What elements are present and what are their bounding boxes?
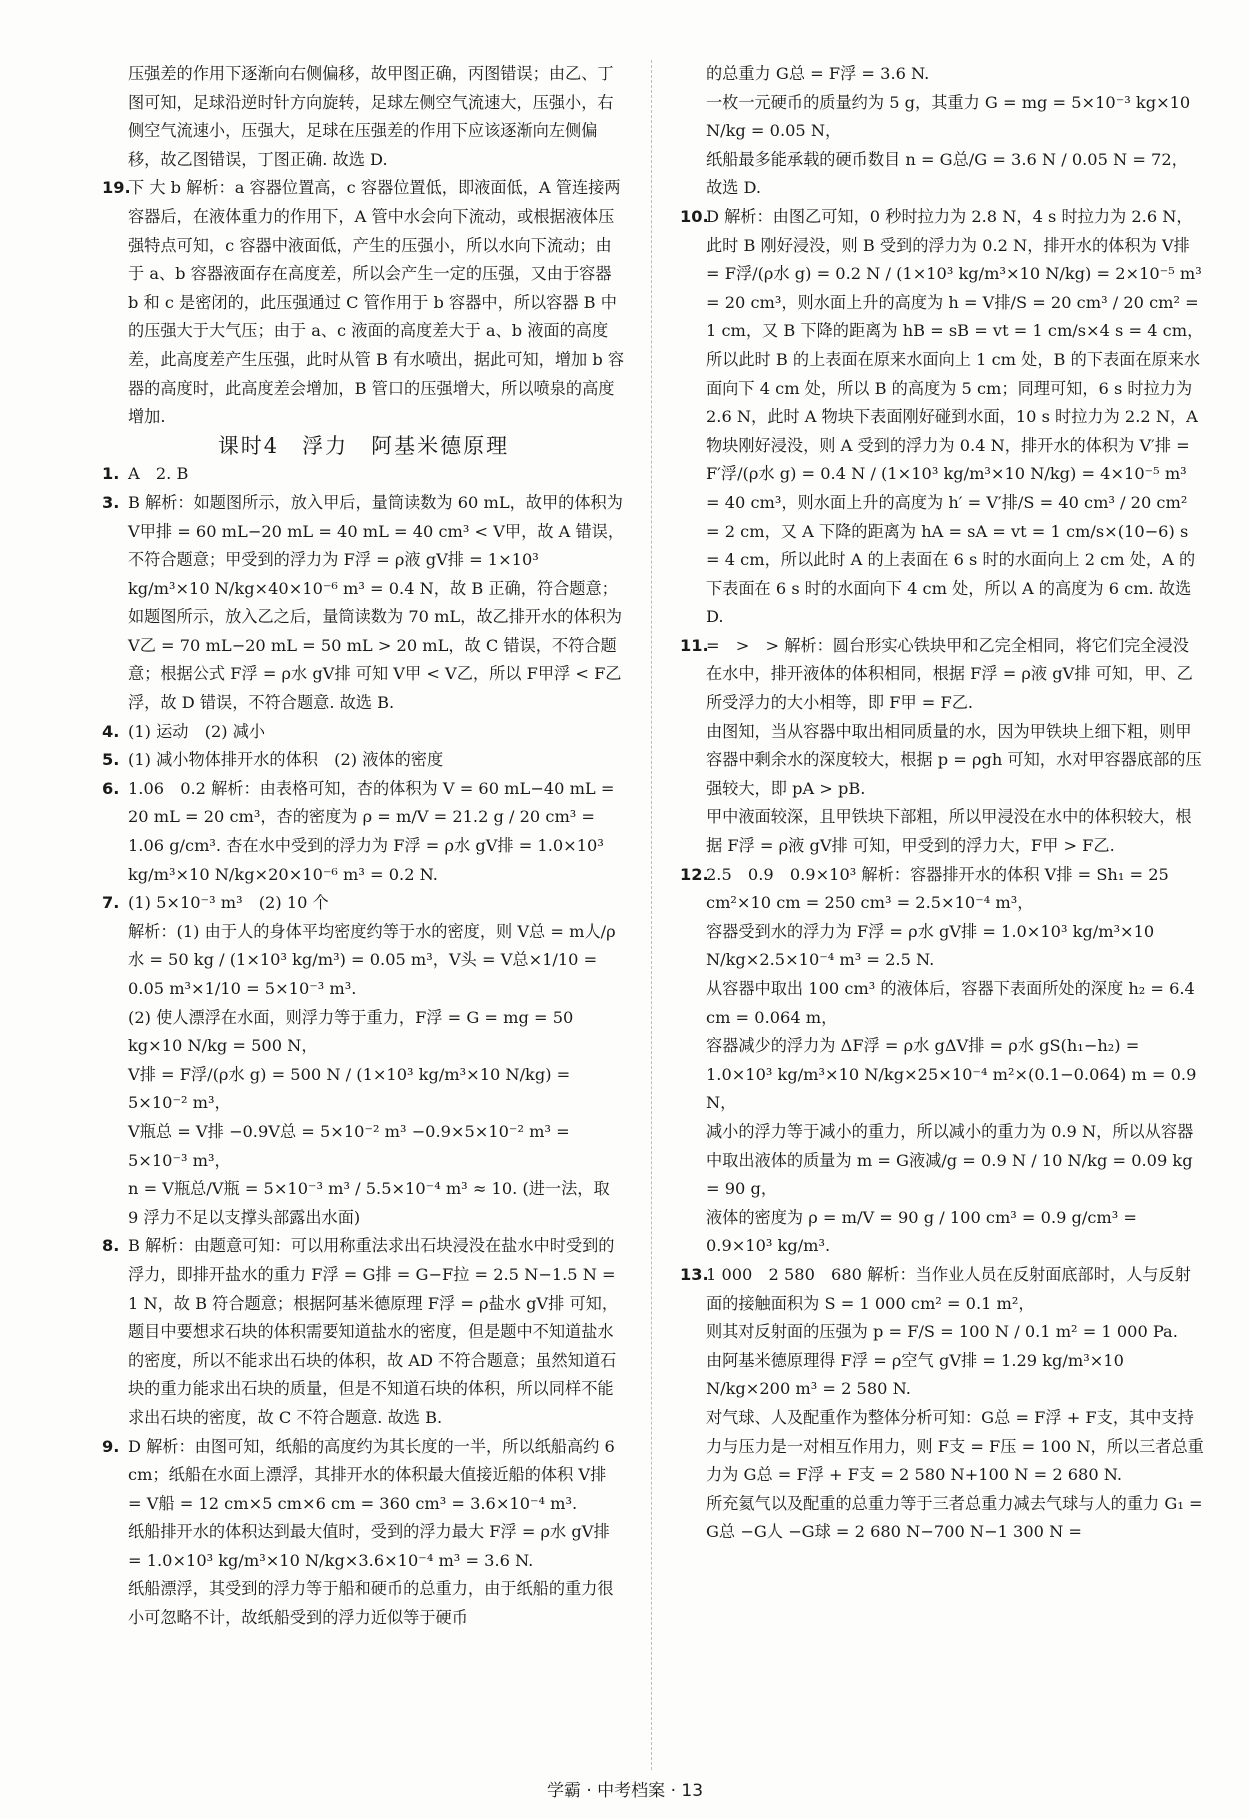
answer-item — [102, 718, 625, 747]
answer-item — [102, 746, 625, 775]
paragraph: 由图知，当从容器中取出相同质量的水，因为甲铁块上细下粗，则甲容器中剩余水的深度较大，根据 p = ρgh 可知，水对甲容器底部的压强较大，即 pA > pB. — [706, 721, 1202, 798]
paragraph: 纸船排开水的体积达到最大值时，受到的浮力最大 F浮 = ρ水 gV排 = 1.0×10³ kg/m³×10 N/kg×3.6×10⁻⁴ m³ = 3.6 N. — [128, 1522, 610, 1570]
item-number: 1. — [102, 464, 120, 484]
paragraph: 减小的浮力等于减小的重力，所以减小的重力为 0.9 N，所以从容器中取出液体的质量为 m = G液减/g = 0.9 N / 10 N/kg = 0.09 kg = 90 g， — [706, 1121, 1194, 1199]
item-text: (1) 5×10⁻³ m³ (2) 10 个 — [128, 893, 329, 913]
paragraph: 从容器中取出 100 cm³ 的液体后，容器下表面所处的深度 h₂ = 6.4 cm = 0.064 m， — [706, 979, 1195, 1027]
item-text: 1 000 2 580 680 解析：当作业人员在反射面底部时，人与反射面的接触面积为 S = 1 000 cm² = 0.1 m²， — [706, 1264, 1191, 1313]
paragraph: 一枚一元硬币的质量约为 5 g，其重力 G = mg = 5×10⁻³ kg×10 N/kg = 0.05 N， — [706, 92, 1191, 141]
answer-item — [102, 174, 625, 431]
item-text: (1) 运动 (2) 减小 — [128, 721, 266, 741]
paragraph: 容器受到水的浮力为 F浮 = ρ水 gV排 = 1.0×10³ kg/m³×10 N/kg×2.5×10⁻⁴ m³ = 2.5 N. — [706, 921, 1155, 970]
paragraph: 容器减少的浮力为 ΔF浮 = ρ水 gΔV排 = ρ水 gS(h₁−h₂) = 1.0×10³ kg/m³×10 N/kg×25×10⁻⁴ m²×(0.1−0.064) m = 0.9 N， — [706, 1036, 1197, 1113]
paragraph: 则其对反射面的压强为 p = F/S = 100 N / 0.1 m² = 1 000 Pa. — [706, 1322, 1178, 1342]
paragraph: 对气球、人及配重作为整体分析可知：G总 = F浮 + F支，其中支持力与压力是一对相互作用力，则 F支 = F压 = 100 N，所以三者总重力为 G总 = F浮 + F支 = 2 580 N+100 N = 2 680 N. — [706, 1407, 1204, 1485]
item-number: 5. — [102, 750, 120, 770]
paragraph: (2) 使人漂浮在水面，则浮力等于重力，F浮 = G = mg = 50 kg×10 N/kg = 500 N， — [128, 1007, 574, 1056]
answer-item — [102, 889, 625, 918]
answer-item — [680, 861, 1205, 918]
paragraph: 的总重力 G总 = F浮 = 3.6 N. — [706, 64, 930, 83]
answer-item — [102, 775, 625, 889]
paragraph: 解析：(1) 由于人的身体平均密度约等于水的密度，则 V总 = m人/ρ水 = 50 kg / (1×10³ kg/m³) = 0.05 m³，V头 = V总×1/10 = 0.05 m³×1/10 = 5×10⁻³ m³. — [128, 921, 616, 998]
item-number: 19. — [102, 178, 131, 198]
paragraph: 所充氦气以及配重的总重力等于三者总重力减去气球与人的重力 G₁ = G总 −G人 −G球 = 2 680 N−700 N−1 300 N = — [706, 1493, 1203, 1542]
right-column — [680, 60, 1205, 1547]
paragraph: V排 = F浮/(ρ水 g) = 500 N / (1×10³ kg/m³×10 N/kg) = 5×10⁻² m³， — [128, 1064, 571, 1113]
item-number: 9. — [102, 1436, 120, 1456]
column-divider — [651, 60, 652, 1770]
item-number: 8. — [102, 1236, 120, 1256]
item-text: 2.5 0.9 0.9×10³ 解析：容器排开水的体积 V排 = Sh₁ = 25 cm²×10 cm = 250 cm³ = 2.5×10⁻⁴ m³， — [706, 864, 1169, 913]
paragraph: 压强差的作用下逐渐向右侧偏移，故甲图正确，丙图错误；由乙、丁图可知，足球沿逆时针方向旋转，足球左侧空气流速大，压强小，右侧空气流速小，压强大，足球在压强差的作用下应该逐渐向左侧偏移，故乙图错误，丁图正确. 故选 D. — [128, 64, 614, 169]
item-text: (1) 减小物体排开水的体积 (2) 液体的密度 — [128, 750, 444, 770]
answer-item — [680, 1261, 1205, 1318]
item-number: 10. — [680, 206, 709, 226]
section-title: 课时4 浮力 阿基米德原理 — [217, 433, 510, 458]
answer-item — [102, 460, 625, 489]
answer-item — [102, 1232, 625, 1432]
item-text: D 解析：由图可知，纸船的高度约为其长度的一半，所以纸船高约 6 cm；纸船在水面上漂浮，其排开水的体积最大值接近船的体积 V排 = V船 = 12 cm×5 cm×6 cm = 360 cm³ = 3.6×10⁻⁴ m³. — [128, 1436, 615, 1513]
paragraph: 甲中液面较深，且甲铁块下部粗，所以甲浸没在水中的体积较大，根据 F浮 = ρ液 gV排 可知，甲受到的浮力大，F甲 > F乙. — [706, 807, 1192, 856]
item-number: 3. — [102, 492, 120, 512]
answer-item — [102, 1433, 625, 1519]
paragraph: 纸船漂浮，其受到的浮力等于船和硬币的总重力，由于纸船的重力很小可忽略不计，故纸船受到的浮力近似等于硬币 — [128, 1579, 614, 1628]
answer-item — [102, 489, 625, 718]
item-number: 7. — [102, 893, 120, 913]
item-text: = > > 解析：圆台形实心铁块甲和乙完全相同，将它们完全浸没在水中，排开液体的体积相同，根据 F浮 = ρ液 gV排 可知，甲、乙所受浮力的大小相等，即 F甲 = F乙. — [706, 635, 1193, 713]
paragraph: 故选 D. — [706, 178, 762, 198]
item-number: 13. — [680, 1264, 709, 1284]
item-text: B 解析：如题图所示，放入甲后，量筒读数为 60 mL，故甲的体积为 V甲排 = 60 mL−20 mL = 40 mL = 40 cm³ < V甲，故 A 错误，不符合题意；甲受到的浮力为 F浮 = ρ液 gV排 = 1×10³ kg/m³×10 N/kg×40×10⁻⁶ m³ = 0.4 N，故 B 正确，符合题意；如题图所示，放入乙之后，量筒读数为 70 mL，故乙排开水的体积为 V乙 = 70 mL−20 mL = 50 mL > 20 mL，故 C 错误，不符合题意；根据公式 F浮 = ρ水 gV排 可知 V甲 < V乙，所以 F甲浮 < F乙浮，故 D 错误，不符合题意. 故选 B. — [128, 492, 625, 713]
paragraph: n = V瓶总/V瓶 = 5×10⁻³ m³ / 5.5×10⁻⁴ m³ ≈ 10. (进一法，取 9 浮力不足以支撑头部露出水面) — [128, 1179, 610, 1227]
paragraph: 由阿基米德原理得 F浮 = ρ空气 gV排 = 1.29 kg/m³×10 N/kg×200 m³ = 2 580 N. — [706, 1350, 1124, 1399]
item-text: A 2. B — [128, 464, 189, 484]
paragraph: V瓶总 = V排 −0.9V总 = 5×10⁻² m³ −0.9×5×10⁻² m³ = 5×10⁻³ m³， — [128, 1121, 570, 1170]
answer-item — [680, 203, 1205, 632]
left-column — [102, 60, 625, 1633]
answer-item — [680, 632, 1205, 718]
item-text: 1.06 0.2 解析：由表格可知，杏的体积为 V = 60 mL−40 mL = 20 mL = 20 cm³，杏的密度为 ρ = m/V = 21.2 g / 20 cm³ = 1.06 g/cm³. 杏在水中受到的浮力为 F浮 = ρ水 gV排 = 1.0×10³ kg/m³×10 N/kg×20×10⁻⁶ m³ = 0.2 N. — [128, 778, 615, 884]
item-number: 4. — [102, 721, 120, 741]
item-number: 12. — [680, 864, 709, 884]
paragraph: 纸船最多能承载的硬币数目 n = G总/G = 3.6 N / 0.05 N = 72， — [706, 149, 1188, 169]
paragraph: 液体的密度为 ρ = m/V = 90 g / 100 cm³ = 0.9 g/cm³ = 0.9×10³ kg/m³. — [706, 1207, 1137, 1256]
item-number: 6. — [102, 778, 120, 798]
item-text: 下 大 b 解析：a 容器位置高，c 容器位置低，即液面低，A 管连接两容器后，在液体重力的作用下，A 管中水会向下流动，或根据液体压强特点可知，c 容器中液面低，产生的压强小，所以水向下流动；由于 a、b 容器液面存在高度差，所以会产生一定的压强，又由于容器 b 和 c 是密闭的，此压强通过 C 管作用于 b 容器中，所以容器 B 中的压强大于大气压；由于 a、c 液面的高度差大于 a、b 液面的高度差，此高度差产生压强，此时从管 B 有水喷出，据此可知，增加 b 容器的高度时，此高度差会增加，B 管口的压强增大，所以喷泉的高度增加. — [128, 178, 625, 427]
page-footer: 学霸 · 中考档案 · 13 — [546, 1781, 704, 1801]
item-text: B 解析：由题意可知：可以用称重法求出石块浸没在盐水中时受到的浮力，即排开盐水的重力 F浮 = G排 = G−F拉 = 2.5 N−1.5 N = 1 N，故 B 符合题意；根据阿基米德原理 F浮 = ρ盐水 gV排 可知，题目中要想求石块的体积需要知道盐水的密度，但是题中不知道盐水的密度，所以不能求出石块的体积，故 AD 不符合题意；虽然知道石块的重力能求出石块的质量，但是不知道石块的体积，所以同样不能求出石块的密度，故 C 不符合题意. 故选 B. — [128, 1236, 619, 1427]
item-number: 11. — [680, 635, 709, 655]
item-text: D 解析：由图乙可知，0 秒时拉力为 2.8 N，4 s 时拉力为 2.6 N，此时 B 刚好浸没，则 B 受到的浮力为 0.2 N，排开水的体积为 V排 = F浮/(ρ水 g) = 0.2 N / (1×10³ kg/m³×10 N/kg) = 2×10⁻⁵ m³ = 20 cm³，则水面上升的高度为 h = V排/S = 20 cm³ / 20 cm² = 1 cm，又 B 下降的距离为 hB = sB = vt = 1 cm/s×4 s = 4 cm，所以此时 B 的上表面在原来水面向上 1 cm 处，B 的下表面在原来水面向下 4 cm 处，所以 B 的高度为 5 cm；同理可知，6 s 时拉力为 2.6 N，此时 A 物块下表面刚好碰到水面，10 s 时拉力为 2.2 N，A 物块刚好浸没，则 A 受到的浮力为 0.4 N，排开水的体积为 V′排 = F′浮/(ρ水 g) = 0.4 N / (1×10³ kg/m³×10 N/kg) = 4×10⁻⁵ m³ = 40 cm³，则水面上升的高度为 h′ = V′排/S = 40 cm³ / 20 cm² = 2 cm，又 A 下降的距离为 hA = sA = vt = 1 cm/s×(10−6) s = 4 cm，所以此时 A 的上表面在 6 s 时的水面向上 2 cm 处，A 的下表面在 6 s 时的水面向下 4 cm 处，所以 A 的高度为 6 cm. 故选 D. — [706, 206, 1204, 627]
